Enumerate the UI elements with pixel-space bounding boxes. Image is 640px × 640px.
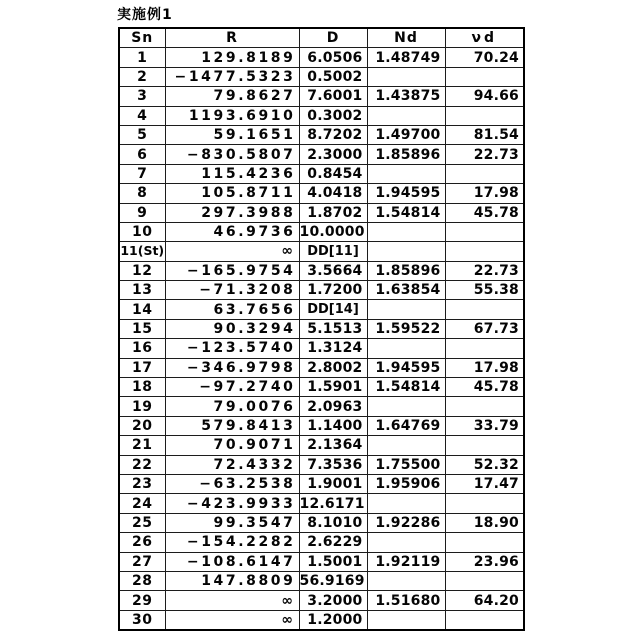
cell-sn: 3: [119, 87, 165, 106]
cell-nud: [445, 300, 524, 319]
table-row: [119, 610, 524, 630]
cell-nud: [445, 164, 524, 183]
lens-data-table: [118, 27, 525, 631]
cell-d: 2.3000: [299, 145, 367, 164]
cell-d: 7.3536: [299, 455, 367, 474]
cell-r: 72.4332: [165, 455, 299, 474]
cell-d: 2.1364: [299, 436, 367, 455]
cell-r: 79.0076: [165, 397, 299, 416]
cell-sn: 6: [119, 145, 165, 164]
table-row: [119, 552, 524, 571]
cell-nud: 55.38: [445, 281, 524, 300]
cell-nud: [445, 67, 524, 86]
cell-nud: 17.98: [445, 358, 524, 377]
cell-sn: 26: [119, 533, 165, 552]
cell-d: 1.8702: [299, 203, 367, 222]
cell-d: 1.1400: [299, 416, 367, 435]
cell-nd: 1.85896: [367, 261, 445, 280]
cell-sn: 2: [119, 67, 165, 86]
cell-d: 7.6001: [299, 87, 367, 106]
cell-nud: [445, 533, 524, 552]
table-row: [119, 164, 524, 183]
cell-d: 8.1010: [299, 513, 367, 532]
cell-sn: 20: [119, 416, 165, 435]
cell-sn: 19: [119, 397, 165, 416]
cell-nud: [445, 610, 524, 630]
cell-nd: 1.43875: [367, 87, 445, 106]
cell-sn: 10: [119, 222, 165, 241]
cell-nd: [367, 106, 445, 125]
col-header-r: R: [165, 28, 299, 48]
table-row: [119, 87, 524, 106]
col-header-nd: Nd: [367, 28, 445, 48]
cell-nud: 64.20: [445, 591, 524, 610]
cell-nud: 45.78: [445, 378, 524, 397]
cell-sn: 30: [119, 610, 165, 630]
cell-nd: [367, 339, 445, 358]
cell-nd: 1.92286: [367, 513, 445, 532]
cell-sn: 13: [119, 281, 165, 300]
cell-nd: 1.48749: [367, 48, 445, 67]
cell-nd: [367, 222, 445, 241]
cell-nd: [367, 397, 445, 416]
cell-d: 0.5002: [299, 67, 367, 86]
cell-nud: 52.32: [445, 455, 524, 474]
cell-nud: 67.73: [445, 319, 524, 338]
cell-nud: [445, 494, 524, 513]
cell-nud: 17.47: [445, 474, 524, 493]
page-title: 実施例1: [117, 7, 173, 23]
col-header-nud: νd: [445, 28, 524, 48]
cell-r: 105.8711: [165, 184, 299, 203]
cell-d: 10.0000: [299, 222, 367, 241]
cell-d: 12.6171: [299, 494, 367, 513]
table-body: [119, 48, 524, 630]
cell-sn: 9: [119, 203, 165, 222]
table-header-row: [119, 28, 524, 48]
cell-d: 6.0506: [299, 48, 367, 67]
cell-sn: 25: [119, 513, 165, 532]
cell-d: 1.5901: [299, 378, 367, 397]
cell-nd: [367, 67, 445, 86]
table-row: [119, 591, 524, 610]
cell-sn: 29: [119, 591, 165, 610]
cell-r: 90.3294: [165, 319, 299, 338]
cell-d: 0.8454: [299, 164, 367, 183]
table-row: [119, 319, 524, 338]
cell-sn: 23: [119, 474, 165, 493]
cell-d: 1.9001: [299, 474, 367, 493]
cell-sn: 16: [119, 339, 165, 358]
cell-nd: 1.64769: [367, 416, 445, 435]
cell-sn: 7: [119, 164, 165, 183]
cell-nd: 1.85896: [367, 145, 445, 164]
cell-nd: [367, 610, 445, 630]
cell-r: ∞: [165, 242, 299, 261]
cell-nd: 1.54814: [367, 378, 445, 397]
cell-r: 79.8627: [165, 87, 299, 106]
table-row: [119, 436, 524, 455]
cell-d: 5.1513: [299, 319, 367, 338]
cell-d: 2.8002: [299, 358, 367, 377]
cell-d: 2.0963: [299, 397, 367, 416]
cell-r: −154.2282: [165, 533, 299, 552]
table-row: [119, 184, 524, 203]
cell-nud: 18.90: [445, 513, 524, 532]
cell-nud: [445, 106, 524, 125]
cell-d: 56.9169: [299, 571, 367, 590]
cell-nd: 1.59522: [367, 319, 445, 338]
cell-sn: 4: [119, 106, 165, 125]
cell-nd: [367, 533, 445, 552]
cell-d: 2.6229: [299, 533, 367, 552]
table-row: [119, 281, 524, 300]
cell-nd: 1.75500: [367, 455, 445, 474]
table-row: [119, 106, 524, 125]
cell-r: 129.8189: [165, 48, 299, 67]
col-header-sn: Sn: [119, 28, 165, 48]
cell-nd: 1.94595: [367, 184, 445, 203]
cell-r: 147.8809: [165, 571, 299, 590]
cell-sn: 5: [119, 125, 165, 144]
cell-d: 0.3002: [299, 106, 367, 125]
table-row: [119, 203, 524, 222]
cell-d: 1.2000: [299, 610, 367, 630]
table-row: [119, 145, 524, 164]
cell-nd: 1.92119: [367, 552, 445, 571]
table-row: [119, 397, 524, 416]
table-row: [119, 494, 524, 513]
cell-r: −63.2538: [165, 474, 299, 493]
cell-d: 1.5001: [299, 552, 367, 571]
cell-r: −346.9798: [165, 358, 299, 377]
cell-nd: 1.63854: [367, 281, 445, 300]
cell-r: −1477.5323: [165, 67, 299, 86]
table-row: [119, 67, 524, 86]
cell-nud: [445, 242, 524, 261]
cell-sn: 24: [119, 494, 165, 513]
table-row: [119, 455, 524, 474]
table-row: [119, 48, 524, 67]
cell-nud: [445, 339, 524, 358]
cell-nud: 22.73: [445, 145, 524, 164]
cell-nud: 45.78: [445, 203, 524, 222]
table-row: [119, 300, 524, 319]
cell-d: 3.5664: [299, 261, 367, 280]
cell-nud: 33.79: [445, 416, 524, 435]
cell-r: ∞: [165, 591, 299, 610]
table-row: [119, 474, 524, 493]
cell-r: 63.7656: [165, 300, 299, 319]
cell-nud: [445, 397, 524, 416]
table-row: [119, 339, 524, 358]
cell-sn: 15: [119, 319, 165, 338]
col-header-d: D: [299, 28, 367, 48]
cell-r: −108.6147: [165, 552, 299, 571]
cell-sn: 18: [119, 378, 165, 397]
table-row: [119, 513, 524, 532]
cell-nud: [445, 436, 524, 455]
cell-nd: [367, 494, 445, 513]
table-row: [119, 358, 524, 377]
cell-sn: 8: [119, 184, 165, 203]
cell-nud: 17.98: [445, 184, 524, 203]
cell-sn: 21: [119, 436, 165, 455]
table-row: [119, 571, 524, 590]
cell-sn: 28: [119, 571, 165, 590]
cell-sn: 12: [119, 261, 165, 280]
cell-r: ∞: [165, 610, 299, 630]
table-row: [119, 125, 524, 144]
cell-nd: [367, 242, 445, 261]
table-row: [119, 242, 524, 261]
cell-r: −830.5807: [165, 145, 299, 164]
cell-r: 70.9071: [165, 436, 299, 455]
cell-r: −71.3208: [165, 281, 299, 300]
cell-nd: [367, 571, 445, 590]
cell-nud: 23.96: [445, 552, 524, 571]
cell-d: 1.3124: [299, 339, 367, 358]
cell-r: −423.9933: [165, 494, 299, 513]
cell-r: −165.9754: [165, 261, 299, 280]
cell-r: 579.8413: [165, 416, 299, 435]
cell-d: 4.0418: [299, 184, 367, 203]
cell-nud: 81.54: [445, 125, 524, 144]
cell-d: DD[11]: [299, 242, 367, 261]
cell-nud: [445, 222, 524, 241]
cell-r: 99.3547: [165, 513, 299, 532]
cell-r: 115.4236: [165, 164, 299, 183]
cell-nd: [367, 436, 445, 455]
cell-d: 3.2000: [299, 591, 367, 610]
cell-sn: 14: [119, 300, 165, 319]
cell-sn: 11(St): [119, 242, 165, 261]
cell-sn: 22: [119, 455, 165, 474]
cell-sn: 17: [119, 358, 165, 377]
cell-nd: 1.94595: [367, 358, 445, 377]
cell-r: 46.9736: [165, 222, 299, 241]
table-row: [119, 378, 524, 397]
cell-nd: 1.54814: [367, 203, 445, 222]
cell-nd: 1.95906: [367, 474, 445, 493]
table-row: [119, 222, 524, 241]
cell-r: 59.1651: [165, 125, 299, 144]
cell-nd: 1.49700: [367, 125, 445, 144]
cell-nd: 1.51680: [367, 591, 445, 610]
cell-r: −97.2740: [165, 378, 299, 397]
cell-nud: 22.73: [445, 261, 524, 280]
cell-d: 8.7202: [299, 125, 367, 144]
cell-nud: 94.66: [445, 87, 524, 106]
cell-nd: [367, 164, 445, 183]
cell-nud: [445, 571, 524, 590]
cell-r: 1193.6910: [165, 106, 299, 125]
cell-sn: 1: [119, 48, 165, 67]
table-row: [119, 261, 524, 280]
table-row: [119, 416, 524, 435]
cell-r: 297.3988: [165, 203, 299, 222]
table-row: [119, 533, 524, 552]
cell-d: 1.7200: [299, 281, 367, 300]
cell-nd: [367, 300, 445, 319]
cell-sn: 27: [119, 552, 165, 571]
cell-r: −123.5740: [165, 339, 299, 358]
cell-d: DD[14]: [299, 300, 367, 319]
cell-nud: 70.24: [445, 48, 524, 67]
